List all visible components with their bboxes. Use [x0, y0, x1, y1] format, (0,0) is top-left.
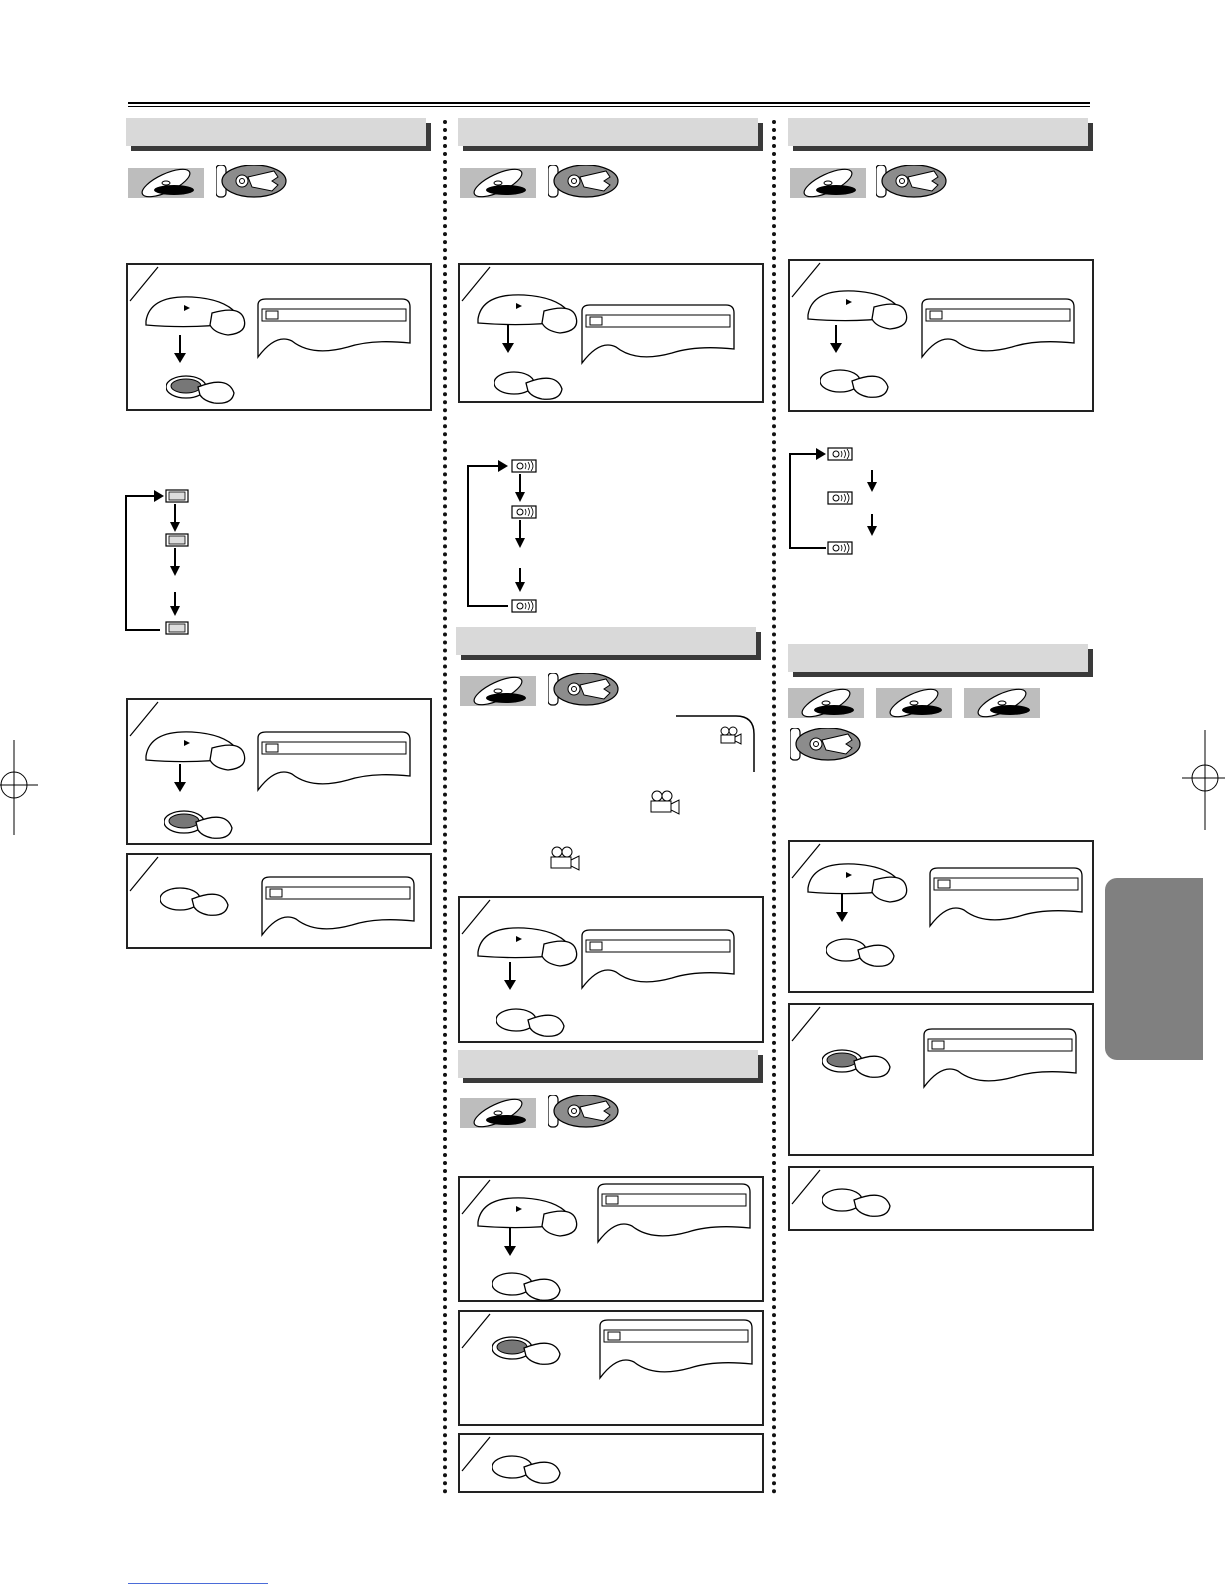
disc-icon	[876, 688, 954, 720]
camera-angle-icon	[718, 726, 744, 746]
step-panel-audio	[458, 263, 764, 403]
cursor-button-icon[interactable]	[822, 1047, 894, 1081]
chapter-side-tab	[1105, 878, 1203, 1060]
tv-screen	[924, 866, 1088, 936]
play-button-icon[interactable]	[144, 728, 254, 774]
step-panel-picture-2	[458, 1310, 764, 1426]
remote-hand-icon	[790, 728, 862, 762]
step-panel-1	[126, 263, 432, 411]
play-button-icon[interactable]	[476, 291, 586, 337]
tv-screen	[916, 297, 1080, 367]
subtitle-cycle-diagram	[120, 484, 220, 636]
section-title	[788, 118, 1088, 130]
remote-hand-icon	[548, 165, 620, 199]
play-button-icon[interactable]	[806, 860, 916, 906]
audio-button-icon[interactable]	[820, 367, 892, 401]
column-separator-1	[443, 120, 447, 1495]
step-panel-marker-2	[788, 1003, 1094, 1156]
arrow-down-icon	[828, 325, 844, 355]
tv-screen	[256, 875, 420, 945]
top-rule-2	[128, 106, 1090, 107]
top-rule	[128, 102, 1090, 104]
remote-hand-icon	[876, 165, 948, 199]
tv-screen	[252, 730, 416, 800]
crop-mark-right	[1180, 730, 1225, 830]
angle-button-icon[interactable]	[496, 1006, 568, 1040]
disc-icon	[460, 676, 538, 708]
footer-link-underline	[128, 1583, 268, 1584]
arrow-down-icon	[502, 1228, 518, 1258]
tv-screen	[918, 1027, 1082, 1097]
column-separator-2	[772, 120, 776, 1495]
camera-angle-icon	[548, 846, 582, 872]
step-panel-picture-3	[458, 1433, 764, 1493]
disc-icon	[460, 168, 538, 200]
step-panel-2	[126, 698, 432, 845]
remote-hand-icon	[216, 165, 288, 199]
subtitle-button-icon[interactable]	[164, 808, 236, 842]
section-title	[458, 1050, 758, 1062]
camera-angle-icon	[648, 790, 682, 816]
section-header-audio	[458, 118, 758, 146]
section-title	[458, 118, 758, 130]
disc-icon	[460, 1098, 538, 1130]
arrow-down-icon	[834, 894, 850, 924]
section-header-angle	[456, 627, 756, 655]
play-button-icon[interactable]	[476, 924, 586, 970]
section-header-picture	[458, 1050, 758, 1078]
crop-mark-left	[0, 740, 40, 840]
remote-hand-icon	[548, 673, 620, 707]
disc-icon	[790, 168, 868, 200]
adjust-button-icon[interactable]	[492, 1334, 564, 1368]
arrow-down-icon	[172, 764, 188, 794]
section-header-subtitle	[126, 118, 426, 146]
return-button-icon[interactable]	[822, 1186, 894, 1220]
step-panel-stereo	[788, 259, 1094, 412]
step-panel-marker-1	[788, 840, 1094, 993]
section-title	[456, 627, 756, 639]
subtitle-button-icon[interactable]	[166, 373, 238, 407]
picture-button-icon[interactable]	[492, 1270, 564, 1304]
tv-screen	[576, 303, 740, 373]
step-panel-3	[126, 853, 432, 949]
arrow-down-icon	[172, 335, 188, 365]
arrow-down-icon	[502, 962, 518, 992]
marker-button-icon[interactable]	[826, 936, 898, 970]
disc-icon	[788, 688, 866, 720]
tv-screen	[594, 1318, 758, 1388]
tv-screen	[252, 297, 416, 367]
section-title	[788, 644, 1088, 656]
disc-icon	[964, 688, 1042, 720]
play-button-icon[interactable]	[144, 293, 254, 339]
step-panel-picture-1	[458, 1176, 764, 1302]
return-button-icon[interactable]	[492, 1453, 564, 1487]
play-button-icon[interactable]	[806, 287, 916, 333]
step-panel-marker-3	[788, 1166, 1094, 1231]
play-button-icon[interactable]	[160, 885, 232, 919]
tv-screen	[592, 1182, 756, 1252]
disc-icon	[128, 168, 206, 200]
arrow-down-icon	[500, 325, 516, 355]
tv-screen	[576, 928, 740, 998]
step-panel-angle	[458, 896, 764, 1043]
audio-cycle-diagram	[462, 456, 562, 618]
section-header-marker	[788, 644, 1088, 672]
remote-hand-icon	[548, 1095, 620, 1129]
section-title	[126, 118, 426, 130]
stereo-cycle-diagram	[786, 444, 896, 556]
step-diagonal	[790, 1005, 830, 1045]
audio-button-icon[interactable]	[494, 369, 566, 403]
play-button-icon[interactable]	[476, 1194, 586, 1240]
section-header-stereo	[788, 118, 1088, 146]
